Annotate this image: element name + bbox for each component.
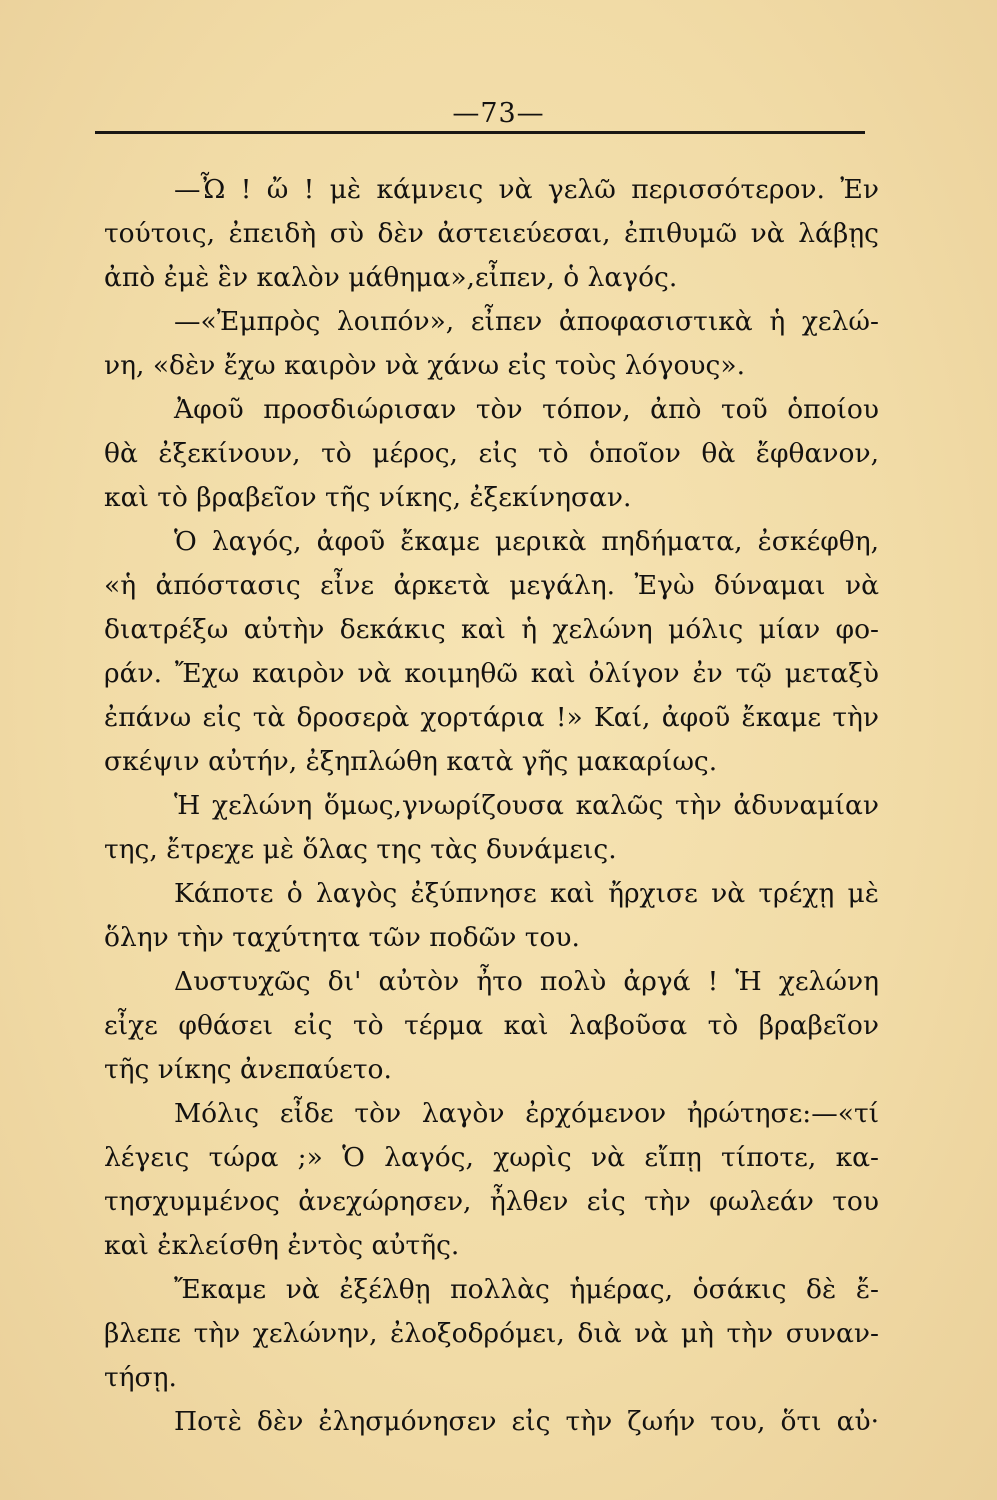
text-line: ἀπὸ ἐμὲ ἓν καλὸν μάθημα»,εἶπεν, ὁ λαγός. bbox=[104, 262, 678, 293]
text-line: τησχυμμένος ἀνεχώρησεν, ἦλθεν εἰς τὴν φωλεάν του bbox=[104, 1186, 879, 1217]
text-line: εἶχε φθάσει εἰς τὸ τέρμα καὶ λαβοῦσα τὸ βραβεῖον bbox=[104, 1010, 879, 1041]
text-line: καὶ τὸ βραβεῖον τῆς νίκης, ἐξεκίνησαν. bbox=[104, 482, 632, 513]
text-line: ἐπάνω εἰς τὰ δροσερὰ χορτάρια !» Καί, ἀφοῦ ἔκαμε τὴν bbox=[104, 702, 879, 733]
text-line: —«Ἐμπρὸς λοιπόν», εἶπεν ἀποφασιστικὰ ἡ χελώ- bbox=[174, 306, 879, 337]
text-line: «ἡ ἀπόστασις εἶνε ἀρκετὰ μεγάλη. Ἐγὼ δύναμαι νὰ bbox=[104, 570, 879, 601]
text-line: βλεπε τὴν χελώνην, ἐλοξοδρόμει, διὰ νὰ μὴ τὴν συναν- bbox=[104, 1318, 879, 1349]
text-line: Κάποτε ὁ λαγὸς ἐξύπνησε καὶ ἤρχισε νὰ τρέχῃ μὲ bbox=[174, 878, 879, 909]
text-line: ράν. Ἔχω καιρὸν νὰ κοιμηθῶ καὶ ὀλίγον ἐν τῷ μεταξὺ bbox=[104, 658, 879, 689]
text-line: ὅλην τὴν ταχύτητα τῶν ποδῶν του. bbox=[104, 922, 580, 953]
body-text bbox=[104, 168, 879, 1444]
text-line: —Ὦ ! ὤ ! μὲ κάμνεις νὰ γελῶ περισσότερον. Ἐν bbox=[174, 174, 879, 205]
text-line: Δυστυχῶς δι' αὐτὸν ἦτο πολὺ ἀργά ! Ἡ χελώνη bbox=[174, 966, 879, 997]
text-line: Ὁ λαγός, ἀφοῦ ἔκαμε μερικὰ πηδήματα, ἐσκέφθη, bbox=[174, 526, 879, 557]
text-line: σκέψιν αὐτήν, ἐξηπλώθη κατὰ γῆς μακαρίως. bbox=[104, 746, 718, 777]
text-line: Ποτὲ δὲν ἐλησμόνησεν εἰς τὴν ζωήν του, ὅτι αὐ· bbox=[174, 1406, 879, 1437]
text-line: τῆς νίκης ἀνεπαύετο. bbox=[104, 1054, 392, 1085]
text-line: καὶ ἐκλείσθη ἐντὸς αὐτῆς. bbox=[104, 1230, 460, 1261]
text-line: Ἡ χελώνη ὅμως,γνωρίζουσα καλῶς τὴν ἀδυναμίαν bbox=[174, 790, 879, 821]
text-line: Ἔκαμε νὰ ἐξέλθῃ πολλὰς ἡμέρας, ὁσάκις δὲ ἔ- bbox=[174, 1274, 879, 1305]
text-line: θὰ ἐξεκίνουν, τὸ μέρος, εἰς τὸ ὁποῖον θὰ ἔφθανον, bbox=[104, 438, 879, 469]
text-line: Ἀφοῦ προσδιώρισαν τὸν τόπον, ἀπὸ τοῦ ὁποίου bbox=[174, 394, 879, 425]
text-line: τήσῃ. bbox=[104, 1362, 177, 1393]
text-line: Μόλις εἶδε τὸν λαγὸν ἐρχόμενον ἠρώτησε:—«τί bbox=[174, 1098, 879, 1129]
text-line: νη, «δὲν ἔχω καιρὸν νὰ χάνω εἰς τοὺς λόγους». bbox=[104, 350, 746, 381]
text-line: λέγεις τώρα ;» Ὁ λαγός, χωρὶς νὰ εἴπῃ τίποτε, κα- bbox=[104, 1142, 879, 1173]
page-number: —73— bbox=[452, 98, 545, 129]
text-line: τούτοις, ἐπειδὴ σὺ δὲν ἀστειεύεσαι, ἐπιθυμῶ νὰ λάβῃς bbox=[104, 218, 879, 249]
text-line: διατρέξω αὐτὴν δεκάκις καὶ ἡ χελώνη μόλις μίαν φο- bbox=[104, 614, 879, 645]
text-line: της, ἔτρεχε μὲ ὅλας της τὰς δυνάμεις. bbox=[104, 834, 617, 865]
header-rule bbox=[95, 131, 865, 134]
